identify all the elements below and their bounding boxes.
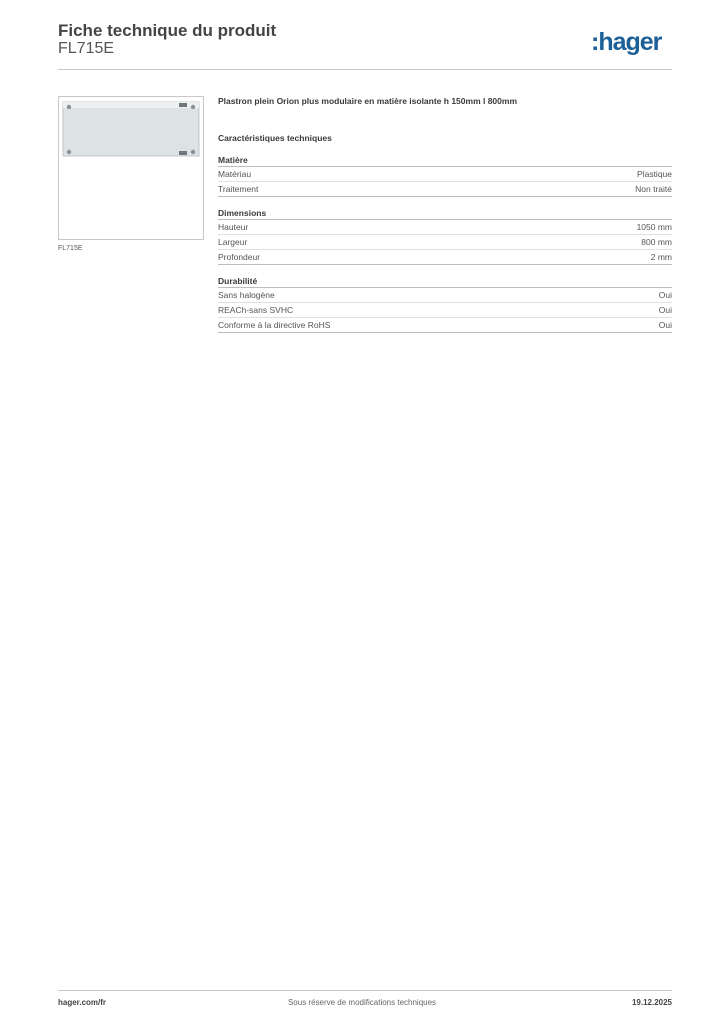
spec-group-title: Dimensions (218, 207, 672, 220)
spec-value: Oui (658, 320, 672, 330)
spec-group-title: Matière (218, 154, 672, 167)
spec-row (218, 303, 672, 318)
spec-label: Profondeur (218, 252, 261, 262)
spec-row (218, 167, 672, 182)
spec-value: 2 mm (650, 252, 672, 262)
spec-row (218, 235, 672, 250)
product-description: Plastron plein Orion plus modulaire en matière isolante h 150mm l 800mm (218, 96, 518, 106)
spec-value: Oui (658, 305, 672, 315)
spec-row (218, 220, 672, 235)
hager-logo (591, 27, 677, 57)
spec-label: Matériau (218, 169, 252, 179)
svg-text::hager: :hager (591, 28, 662, 56)
spec-group-title: Durabilité (218, 275, 672, 288)
footer-website-link[interactable]: hager.com/fr (58, 998, 107, 1007)
spec-group-matiere (218, 154, 672, 197)
spec-group-dimensions (218, 207, 672, 265)
spec-row (218, 250, 672, 265)
spec-row (218, 182, 672, 197)
spec-label: Conforme à la directive RoHS (218, 320, 331, 330)
spec-label: Hauteur (218, 222, 249, 232)
spec-row (218, 288, 672, 303)
spec-label: Sans halogène (218, 290, 275, 300)
spec-panel (218, 95, 672, 333)
spec-value: 1050 mm (636, 222, 672, 232)
specs-title: Caractéristiques techniques (218, 133, 332, 143)
product-image (58, 96, 204, 240)
footer-date: 19.12.2025 (631, 998, 672, 1007)
page-title: Fiche technique du produit (58, 21, 277, 40)
spec-value: Oui (658, 290, 672, 300)
footer-note: Sous réserve de modifications techniques (287, 998, 437, 1007)
panel-plate-icon (59, 97, 203, 239)
spec-value: Plastique (637, 169, 672, 179)
spec-label: Traitement (218, 184, 259, 194)
header-divider (58, 69, 672, 70)
product-reference: FL715E (58, 40, 115, 57)
spec-value: Non traité (635, 184, 672, 194)
image-caption: FL715E (58, 245, 83, 252)
spec-value: 800 mm (641, 237, 672, 247)
spec-group-durabilite (218, 275, 672, 333)
spec-label: Largeur (218, 237, 248, 247)
spec-label: REACh-sans SVHC (218, 305, 294, 315)
footer-divider (58, 990, 672, 991)
spec-row (218, 318, 672, 333)
